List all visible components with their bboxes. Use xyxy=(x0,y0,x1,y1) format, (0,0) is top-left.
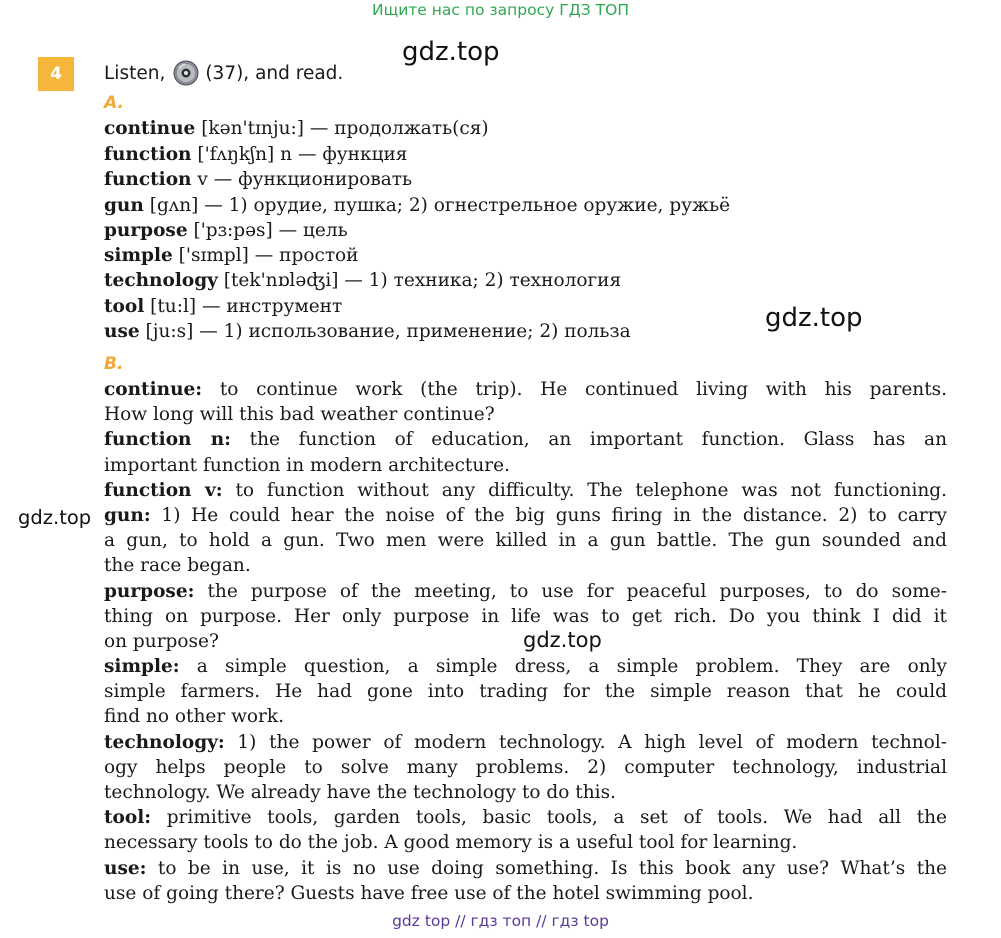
entry-text: to continue work (the trip). He continued living with his parents. xyxy=(202,379,947,400)
vocab-definition: v — функционировать xyxy=(191,169,413,190)
entry-text: the purpose of the meeting, to use for peaceful purposes, to do some- xyxy=(194,580,947,602)
vocab-word: tool xyxy=(104,296,145,317)
vocab-entry xyxy=(104,142,407,167)
vocab-word: continue xyxy=(104,118,196,139)
watermark: gdz.top xyxy=(765,303,863,333)
vocab-word: technology xyxy=(104,270,218,291)
entry-text: How long will this bad weather continue? xyxy=(104,404,495,426)
text-line xyxy=(104,579,947,604)
entry-headword: function n: xyxy=(104,429,231,451)
vocab-word: use xyxy=(104,321,140,342)
usage-examples xyxy=(104,377,947,906)
vocab-definition: [tu:l] — инструмент xyxy=(144,296,343,317)
vocab-definition: [tek'nɒləʤi] — 1) техника; 2) технология xyxy=(217,270,622,291)
entry-headword: purpose: xyxy=(104,580,195,602)
cd-icon[interactable] xyxy=(173,60,199,86)
text-line xyxy=(104,503,947,528)
task-instruction xyxy=(104,60,343,86)
vocab-definition: ['fʌŋkʃn] n — функция xyxy=(191,144,408,165)
text-line xyxy=(104,805,947,830)
vocab-entry xyxy=(104,243,359,268)
entry-headword: simple: xyxy=(104,656,180,678)
vocab-entry xyxy=(104,319,631,344)
section-a-label: A. xyxy=(104,93,124,113)
task-number-badge: 4 xyxy=(38,57,74,91)
entry-text: the function of education, an important function. Glass has an xyxy=(230,429,947,451)
entry-text: 1) the power of modern technology. A high level of modern technol- xyxy=(224,731,947,753)
vocab-entry xyxy=(104,167,412,192)
text-line xyxy=(104,830,947,855)
entry-text: a simple question, a simple dress, a simple problem. They are only xyxy=(179,656,947,678)
entry-text: to function without any difficulty. The telephone was not functioning. xyxy=(222,479,947,501)
text-line xyxy=(104,755,947,780)
entry-headword: continue: xyxy=(104,379,203,400)
text-line xyxy=(104,553,947,578)
text-line xyxy=(104,604,947,629)
entry-headword: use: xyxy=(104,857,147,879)
vocab-word: function xyxy=(104,144,192,165)
entry-text: find no other work. xyxy=(104,706,284,728)
text-line xyxy=(104,856,947,881)
text-line xyxy=(104,730,947,755)
text-line xyxy=(104,704,947,729)
top-banner[interactable]: Ищите нас по запросу ГДЗ ТОП xyxy=(372,1,629,19)
watermark: gdz.top xyxy=(402,37,500,67)
entry-text: thing on purpose. Her only purpose in life was to get rich. Do you think I did it xyxy=(104,605,947,627)
bottom-banner[interactable]: gdz top // гдз топ // гдз top xyxy=(392,912,609,930)
entry-text: a gun, to hold a gun. Two men were killed in a gun battle. The gun sounded and xyxy=(104,530,947,552)
entry-text: necessary tools to do the job. A good memory is a useful tool for learning. xyxy=(104,832,798,854)
entry-headword: gun: xyxy=(104,504,151,526)
entry-text: the race began. xyxy=(104,555,251,577)
entry-text: on purpose? xyxy=(104,630,219,652)
entry-headword: function v: xyxy=(104,479,223,501)
vocab-entry xyxy=(104,218,348,243)
watermark: gdz.top xyxy=(523,628,602,652)
instruction-text-after: (37), and read. xyxy=(205,62,344,84)
vocab-definition: [gʌn] — 1) орудие, пушка; 2) огнестрельное оружие, ружьё xyxy=(143,195,731,216)
section-b-label: B. xyxy=(104,354,124,374)
text-line xyxy=(104,881,947,906)
vocab-entry xyxy=(104,268,621,293)
vocab-entry xyxy=(104,116,489,141)
entry-text: simple farmers. He had gone into trading for the simple reason that he could xyxy=(104,681,947,703)
vocab-definition: ['sɪmpl] — простой xyxy=(172,245,359,266)
vocab-entry xyxy=(104,193,730,218)
text-line xyxy=(104,402,947,427)
watermark: gdz.top xyxy=(18,506,92,529)
text-line xyxy=(104,679,947,704)
text-line xyxy=(104,377,947,402)
entry-headword: tool: xyxy=(104,807,152,829)
vocab-word: purpose xyxy=(104,220,188,241)
entry-text: primitive tools, garden tools, basic tools, a set of tools. We had all the xyxy=(151,807,947,829)
text-line xyxy=(104,528,947,553)
text-line xyxy=(104,629,947,654)
text-line xyxy=(104,780,947,805)
text-line xyxy=(104,654,947,679)
entry-headword: technology: xyxy=(104,731,225,753)
vocab-word: simple xyxy=(104,245,173,266)
text-line xyxy=(104,478,947,503)
entry-text: to be in use, it is no use doing something. Is this book any use? What’s the xyxy=(146,857,947,879)
entry-text: important function in modern architecture. xyxy=(104,454,510,476)
entry-text: ogy helps people to solve many problems. 2) computer technology, industrial xyxy=(104,756,947,778)
vocab-definition: [kən'tɪnju:] — продолжать(ся) xyxy=(195,118,489,139)
vocab-definition: [ju:s] — 1) использование, применение; 2) польза xyxy=(139,321,631,342)
entry-text: 1) He could hear the noise of the big guns firing in the distance. 2) to carry xyxy=(150,504,947,526)
vocab-entry xyxy=(104,294,342,319)
text-line xyxy=(104,427,947,452)
instruction-text-before: Listen, xyxy=(104,62,166,84)
vocab-word: gun xyxy=(104,195,144,216)
vocab-definition: ['pɜ:pəs] — цель xyxy=(187,220,348,241)
vocab-word: function xyxy=(104,169,192,190)
text-line xyxy=(104,453,947,478)
entry-text: use of going there? Guests have free use of the hotel swimming pool. xyxy=(104,882,754,904)
entry-text: technology. We already have the technology to do this. xyxy=(104,782,616,803)
